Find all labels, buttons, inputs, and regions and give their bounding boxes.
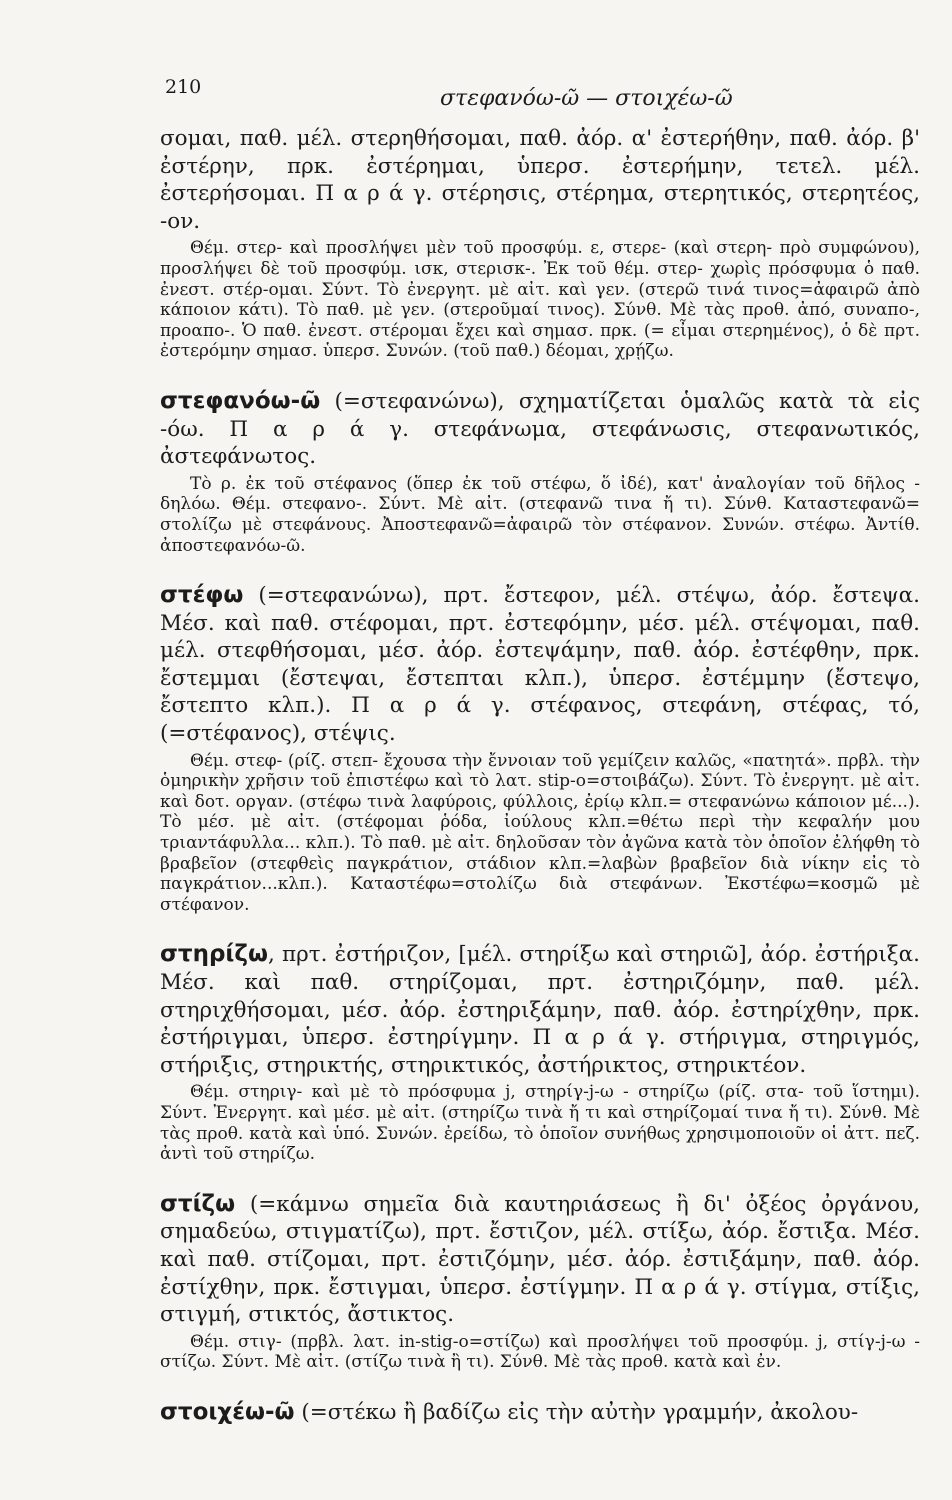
page-number: 210 <box>165 76 202 98</box>
entry-main <box>160 941 920 1079</box>
entry-lemma: στοιχέω-ῶ <box>160 1398 295 1425</box>
entry-lemma: στηρίζω <box>160 941 268 968</box>
entry-continuation <box>160 125 920 362</box>
entry-lemma: στίζω <box>160 1190 236 1217</box>
text-column <box>160 125 920 1427</box>
entry-note: Θέμ. στηριγ- καὶ μὲ τὸ πρόσφυμα j, στηρίγ-j-ω - στηρίζω (ρίζ. στα- τοῦ ἵστημι). Σύντ. Ἐνεργητ. καὶ μέσ. μὲ αἰτ. (στηρίζω τινὰ ἤ τι καὶ στηρίζομαί τινα ἤ τι). Σύνθ. Μὲ τὰς προθ. κατὰ καὶ ὑπό. Συνών. ἐρείδω, τὸ ὁποῖον συνήθως χρησιμοποιοῦν οἱ ἀττ. πεζ. ἀντὶ τοῦ στηρίζω. <box>160 1082 920 1165</box>
entry-main <box>160 1191 920 1329</box>
entry-stefo <box>160 582 920 915</box>
entry-note: Τὸ ρ. ἐκ τοῦ στέφανος (ὅπερ ἐκ τοῦ στέφω, ὅ ἰδέ), κατ' ἀναλογίαν τοῦ δῆλος - δηλόω. Θέμ. στεφανο-. Σύντ. Μὲ αἰτ. (στεφανῶ τινα ἤ τι). Σύνθ. Καταστεφανῶ= στολίζω μὲ στεφάνους. Ἀποστεφανῶ=ἀφαιρῶ τὸν στέφανον. Συνών. στέφω. Ἀντίθ. ἀποστεφανόω-ῶ. <box>160 473 920 556</box>
entry-note: Θέμ. στιγ- (πρβλ. λατ. in-stig-o=στίζω) καὶ προσλήψει τοῦ προσφύμ. j, στίγ-j-ω - στίζω. Σύντ. Μὲ αἰτ. (στίζω τινὰ ἢ τι). Σύνθ. Μὲ τὰς προθ. κατὰ καὶ ἐν. <box>160 1331 920 1373</box>
entry-main-text: , πρτ. ἐστήριζον, [μέλ. στηρίξω καὶ στηριῶ], ἀόρ. ἐστήριξα. Μέσ. καὶ παθ. στηρίζομαι, πρτ. ἐστηριζόμην, παθ. μέλ. στηριχθήσομαι, μέσ. ἀόρ. ἐστηριξάμην, παθ. ἀόρ. ἐστηρίχθην, πρκ. ἐστήριγμαι, ὑπερσ. ἐστηρίγμην. Π α ρ ά γ. στήριγμα, στηριγμός, στήριξις, στηρικτής, στηρικτικός, ἀστήρικτος, στηρικτέον. <box>160 942 920 1078</box>
entry-main-text: (=κάμνω σημεῖα διὰ καυτηριάσεως ἢ δι' ὀξέος ὀργάνου, σημαδεύω, στιγματίζω), πρτ. ἔστιζον, μέλ. στίξω, ἀόρ. ἔστιξα. Μέσ. καὶ παθ. στίζομαι, πρτ. ἐστιζόμην, μέσ. ἀόρ. ἐστιξάμην, παθ. ἀόρ. ἐστίχθην, πρκ. ἔστιγμαι, ὑπερσ. ἐστίγμην. Π α ρ ά γ. στίγμα, στίξις, στιγμή, στικτός, ἄστικτος. <box>160 1191 920 1328</box>
entry-main-text: (=στέκω ἢ βαδίζω εἰς τὴν αὐτὴν γραμμήν, ἀκολου- <box>294 1399 859 1425</box>
entry-main <box>160 1399 920 1427</box>
entry-main <box>160 582 920 748</box>
entry-stoicheo <box>160 1399 920 1427</box>
running-title: στεφανόω-ῶ — στοιχέω-ῶ <box>440 86 733 111</box>
entry-stizo <box>160 1191 920 1373</box>
entry-note: Θέμ. στεφ- (ρίζ. στεπ- ἔχουσα τὴν ἔννοιαν τοῦ γεμίζειν καλῶς, «πατητά». πρβλ. τὴν ὁμηρικὴν χρῆσιν τοῦ ἐπιστέφω καὶ τὸ λατ. stip-o=στοιβάζω). Σύντ. Τὸ ἐνεργητ. μὲ αἰτ. καὶ δοτ. οργαν. (στέφω τινὰ λαφύροις, φύλλοις, ἐρίῳ κλπ.= στεφανώνω κάποιον μέ...). Τὸ μέσ. μὲ αἰτ. (στέφομαι ῥόδα, ἰούλους κλπ.=θέτω περὶ τὴν κεφαλήν μου τριαντάφυλλα... κλπ.). Τὸ παθ. μὲ αἰτ. δηλοῦσαν τὸν ἀγῶνα κατὰ τὸν ὁποῖον ἐλήφθη τὸ βραβεῖον (στεφθεὶς παγκράτιον, στάδιον κλπ.=λαβὼν βραβεῖον διὰ νίκην εἰς τὸ παγκράτιον...κλπ.). Καταστέφω=στολίζω διὰ στεφάνων. Ἐκστέφω=κοσμῶ μὲ στέφανον. <box>160 750 920 915</box>
entry-main-text: σομαι, παθ. μέλ. στερηθήσομαι, παθ. ἀόρ. α' ἐστερήθην, παθ. ἀόρ. β' ἐστέρην, πρκ. ἐστέρημαι, ὑπερσ. ἐστερήμην, τετελ. μέλ. ἐστερήσομαι. Π α ρ ά γ. στέρησις, στέρημα, στερητικός, στερητέος, -ον. <box>160 126 920 234</box>
entry-main <box>160 388 920 471</box>
entry-sterizo <box>160 941 920 1164</box>
entry-lemma: στέφω <box>160 582 244 609</box>
entry-note: Θέμ. στερ- καὶ προσλήψει μὲν τοῦ προσφύμ. ε, στερε- (καὶ στερη- πρὸ συμφώνου), προσλήψει δὲ τοῦ προσφύμ. ισκ, στερισκ-. Ἐκ τοῦ θέμ. στερ- χωρὶς πρόσφυμα ὁ παθ. ἐνεστ. στέρ-ομαι. Σύντ. Τὸ ἐνεργητ. μὲ αἰτ. καὶ γεν. (στερῶ τινά τινος=ἀφαιρῶ ἀπὸ κάποιον κάτι). Τὸ παθ. μὲ γεν. (στεροῦμαί τινος). Σύνθ. Μὲ τὰς προθ. ἀπό, συναπο-, προαπο-. Ὁ παθ. ἐνεστ. στέρομαι ἔχει καὶ σημασ. πρκ. (= εἶμαι στερημένος), ὁ δὲ πρτ. ἐστερόμην σημασ. ὑπερσ. Συνών. (τοῦ παθ.) δέομαι, χρῄζω. <box>160 238 920 362</box>
entry-main-text: (=στεφανώνω), σχηματίζεται ὁμαλῶς κατὰ τὰ εἰς -όω. Π α ρ ά γ. στεφάνωμα, στεφάνωσις, στεφανωτικός, ἀστεφάνωτος. <box>160 388 920 470</box>
entry-stefanoo <box>160 388 920 556</box>
entry-main-text: (=στεφανώνω), πρτ. ἔστεφον, μέλ. στέψω, ἀόρ. ἔστεψα. Μέσ. καὶ παθ. στέφομαι, πρτ. ἐστεφόμην, μέσ. μέλ. στέψομαι, παθ. μέλ. στεφθήσομαι, μέσ. ἀόρ. ἐστεψάμην, παθ. ἀόρ. ἐστέφθην, πρκ. ἔστεμμαι (ἔστεψαι, ἔστεπται κλπ.), ὑπερσ. ἐστέμμην (ἔστεψο, ἔστεπτο κλπ.). Π α ρ ά γ. στέφανος, στεφάνη, στέφας, τό, (=στέφανος), στέψις. <box>160 583 920 747</box>
entry-lemma: στεφανόω-ῶ <box>160 387 321 414</box>
